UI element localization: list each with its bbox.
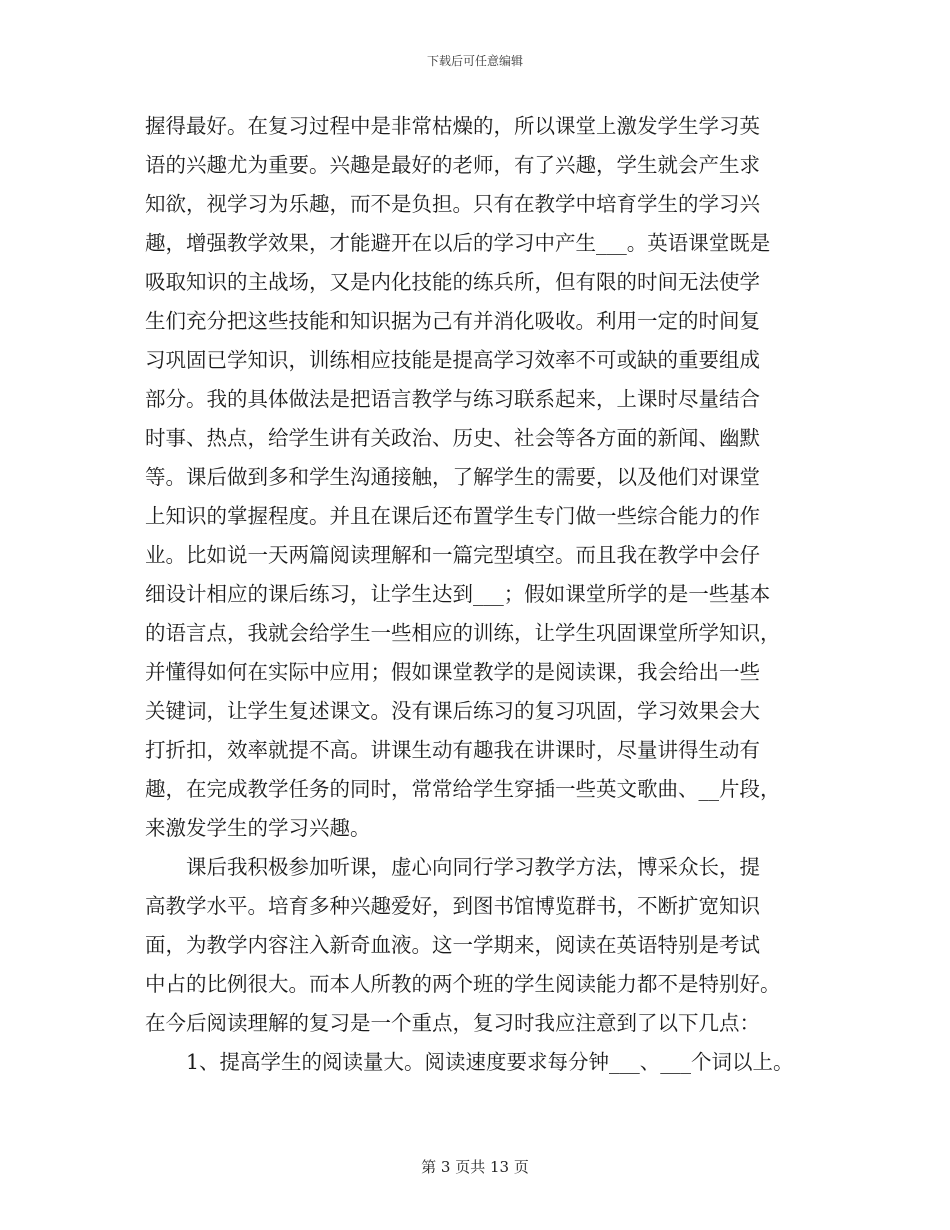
paragraph-start-line: 课后我积极参加听课，虚心向同行学习教学方法，博采众长，提 [186,855,760,879]
text-line: 时事、热点，给学生讲有关政治、历史、社会等各方面的新闻、幽默 [145,426,760,450]
page-header: 下载后可任意编辑 [426,54,523,68]
text-line: 细设计相应的课后练习，让学生达到___；假如课堂所学的是一些基本 [145,582,771,606]
text-line: 来激发学生的学习兴趣。 [145,816,371,840]
text-line: 趣，在完成教学任务的同时，常常给学生穿插一些英文歌曲、__片段， [145,777,781,801]
text-line: 知欲，视学习为乐趣，而不是负担。只有在教学中培育学生的学习兴 [145,192,760,216]
text-line: 高教学水平。培育多种兴趣爱好，到图书馆博览群书，不断扩宽知识 [145,894,760,918]
text-line: 并懂得如何在实际中应用；假如课堂教学的是阅读课，我会给出一些 [145,660,760,684]
text-line: 业。比如说一天两篇阅读理解和一篇完型填空。而且我在教学中会仔 [145,543,760,567]
text-line: 部分。我的具体做法是把语言教学与练习联系起来，上课时尽量结合 [145,387,760,411]
document-body [145,107,825,1082]
page-footer: 第 3 页共 13 页 [421,1158,529,1176]
text-line: 语的兴趣尤为重要。兴趣是最好的老师，有了兴趣，学生就会产生求 [145,153,760,177]
text-line: 中占的比例很大。而本人所教的两个班的学生阅读能力都不是特别好。 [145,972,781,996]
text-line: 关键词，让学生复述课文。没有课后练习的复习巩固，学习效果会大 [145,699,760,723]
text-line: 面，为教学内容注入新奇血液。这一学期来，阅读在英语特别是考试 [145,933,760,957]
text-line: 在今后阅读理解的复习是一个重点，复习时我应注意到了以下几点： [145,1011,760,1035]
text-line: 上知识的掌握程度。并且在课后还布置学生专门做一些综合能力的作 [145,504,760,528]
text-line: 吸取知识的主战场，又是内化技能的练兵所，但有限的时间无法使学 [145,270,760,294]
text-line: 生们充分把这些技能和知识据为己有并消化吸收。利用一定的时间复 [145,309,760,333]
text-line: 习巩固已学知识，训练相应技能是提高学习效率不可或缺的重要组成 [145,348,760,372]
text-line: 等。课后做到多和学生沟通接触，了解学生的需要，以及他们对课堂 [145,465,760,489]
text-line: 的语言点，我就会给学生一些相应的训练，让学生巩固课堂所学知识， [145,621,781,645]
text-line: 趣，增强教学效果，才能避开在以后的学习中产生___。英语课堂既是 [145,231,771,255]
list-item-line: 1、提高学生的阅读量大。阅读速度要求每分钟___、___个词以上。 [186,1050,794,1074]
text-line: 打折扣，效率就提不高。讲课生动有趣我在讲课时，尽量讲得生动有 [145,738,760,762]
text-line: 握得最好。在复习过程中是非常枯燥的，所以课堂上激发学生学习英 [145,114,760,138]
